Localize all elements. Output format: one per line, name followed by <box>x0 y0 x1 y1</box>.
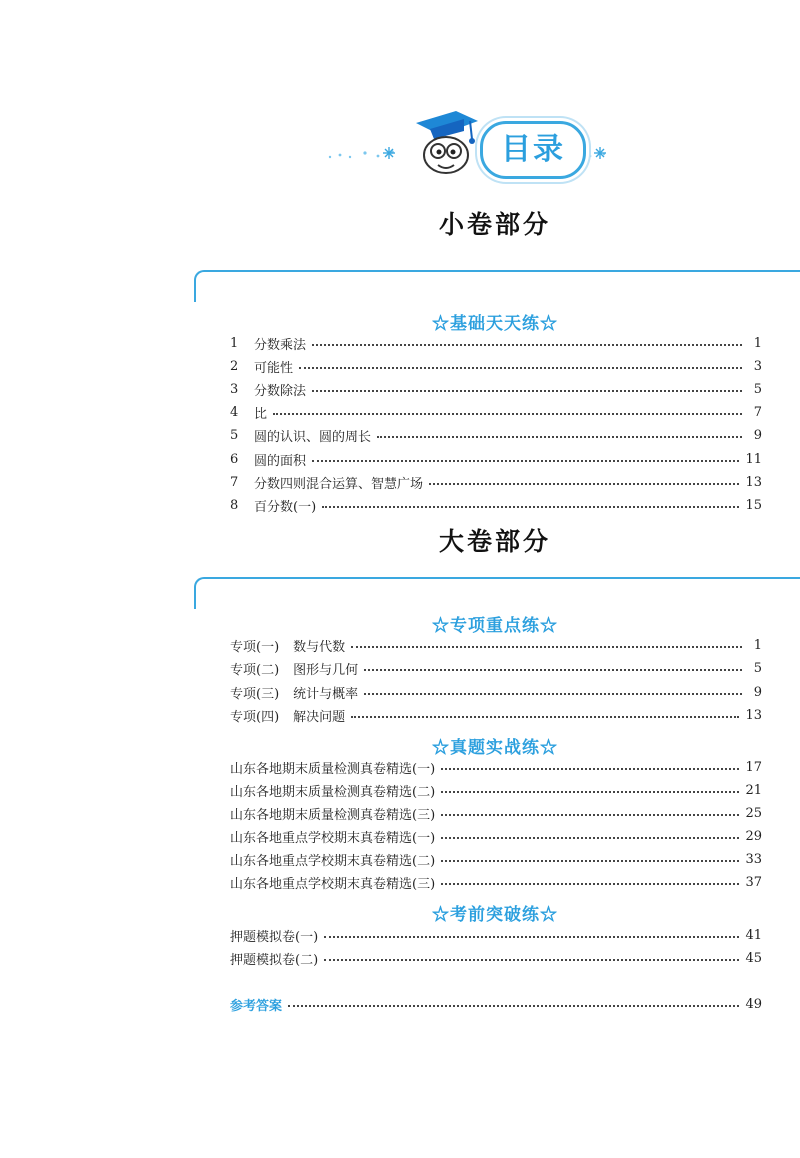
toc-entry-title: 押题模拟卷(二) <box>230 952 319 968</box>
dot-leader <box>351 646 742 648</box>
part1-frame <box>194 270 800 302</box>
toc-entry-title: 数与代数 <box>293 639 346 655</box>
toc-entry-page: 9 <box>753 427 762 443</box>
toc-entry[interactable] <box>230 757 762 777</box>
toc-entry[interactable] <box>230 682 762 702</box>
section-title-real-exam: ☆真题实战练☆ <box>432 738 558 758</box>
toc-entry-page: 29 <box>745 828 762 844</box>
toc-entry-page: 37 <box>745 874 762 890</box>
toc-entry[interactable] <box>230 425 762 445</box>
dot-leader <box>312 344 742 346</box>
dot-leader <box>288 1005 739 1007</box>
toc-entry-title: 图形与几何 <box>293 662 359 678</box>
dot-leader <box>273 413 742 415</box>
toc-badge-title: 目录 <box>501 132 565 167</box>
toc-entry-page: 11 <box>745 451 762 467</box>
toc-entry-page: 15 <box>745 497 762 513</box>
toc-entry-page: 25 <box>745 805 762 821</box>
answers-title: 参考答案 <box>230 998 283 1014</box>
dot-leader <box>312 390 742 392</box>
dot-leader <box>364 669 742 671</box>
toc-entry-title: 比 <box>254 406 268 422</box>
dot-leader <box>322 506 739 508</box>
toc-entry[interactable] <box>230 925 762 945</box>
toc-entry-prefix: 专项(四) <box>230 709 280 725</box>
dot-leader <box>312 460 739 462</box>
toc-entry[interactable] <box>230 826 762 846</box>
toc-entry[interactable] <box>230 948 762 968</box>
toc-entry-number: 7 <box>230 474 239 490</box>
toc-entry-number: 8 <box>230 497 239 513</box>
toc-entry-prefix: 专项(二) <box>230 662 280 678</box>
toc-entry-title: 山东各地重点学校期末真卷精选(二) <box>230 853 436 869</box>
toc-entry-answers[interactable] <box>230 994 762 1014</box>
dot-leader <box>441 814 739 816</box>
toc-entry-title: 山东各地期末质量检测真卷精选(三) <box>230 807 436 823</box>
toc-entry-title: 解决问题 <box>293 709 346 725</box>
toc-badge <box>480 121 586 179</box>
toc-entry-page: 9 <box>753 684 762 700</box>
toc-entry[interactable] <box>230 402 762 422</box>
toc-entry-page: 3 <box>753 358 762 374</box>
toc-entry-number: 3 <box>230 381 239 397</box>
toc-entry-page: 41 <box>745 927 762 943</box>
toc-entry-title: 山东各地期末质量检测真卷精选(一) <box>230 761 436 777</box>
toc-entry[interactable] <box>230 803 762 823</box>
toc-entry-page: 13 <box>745 474 762 490</box>
toc-entry[interactable] <box>230 705 762 725</box>
answers-page: 49 <box>745 996 762 1012</box>
toc-entry-number: 2 <box>230 358 239 374</box>
toc-entry-prefix: 专项(三) <box>230 686 280 702</box>
dot-leader <box>441 768 739 770</box>
toc-entry-title: 山东各地重点学校期末真卷精选(一) <box>230 830 436 846</box>
dot-leader <box>299 367 742 369</box>
dot-leader <box>324 959 739 961</box>
toc-entry[interactable] <box>230 472 762 492</box>
dot-leader <box>441 791 739 793</box>
toc-entry-number: 4 <box>230 404 239 420</box>
toc-entry[interactable] <box>230 495 762 515</box>
toc-entry[interactable] <box>230 449 762 469</box>
toc-header <box>0 95 800 205</box>
toc-entry-title: 押题模拟卷(一) <box>230 929 319 945</box>
dot-leader <box>364 693 742 695</box>
toc-entry[interactable] <box>230 379 762 399</box>
graduation-mascot-icon <box>408 105 484 181</box>
toc-entry-title: 圆的认识、圆的周长 <box>254 429 372 445</box>
toc-entry-page: 7 <box>753 404 762 420</box>
toc-entry[interactable] <box>230 780 762 800</box>
toc-entry-title: 分数除法 <box>254 383 307 399</box>
toc-entry-title: 可能性 <box>254 360 294 376</box>
section-title-basic: ☆基础天天练☆ <box>432 314 558 334</box>
toc-entry[interactable] <box>230 333 762 353</box>
toc-entry-page: 17 <box>745 759 762 775</box>
toc-entry[interactable] <box>230 872 762 892</box>
part2-title: 大卷部分 <box>438 527 551 556</box>
toc-entry-title: 山东各地期末质量检测真卷精选(二) <box>230 784 436 800</box>
toc-entry-page: 1 <box>753 637 762 653</box>
toc-entry-title: 分数四则混合运算、智慧广场 <box>254 476 424 492</box>
toc-entry-number: 5 <box>230 427 239 443</box>
dot-leader <box>324 936 739 938</box>
toc-entry-page: 21 <box>745 782 762 798</box>
dot-leader <box>377 436 742 438</box>
toc-entry-title: 圆的面积 <box>254 453 307 469</box>
dot-leader <box>441 883 739 885</box>
toc-entry-number: 1 <box>230 335 239 351</box>
dot-leader <box>429 483 739 485</box>
section-title-special: ☆专项重点练☆ <box>432 616 558 636</box>
dot-leader <box>441 860 739 862</box>
toc-entry[interactable] <box>230 849 762 869</box>
toc-entry-number: 6 <box>230 451 239 467</box>
toc-entry-page: 5 <box>753 381 762 397</box>
toc-entry-title: 统计与概率 <box>293 686 359 702</box>
snowflake-icon <box>594 147 606 159</box>
toc-entry-title: 分数乘法 <box>254 337 307 353</box>
toc-entry[interactable] <box>230 356 762 376</box>
toc-entry-page: 45 <box>745 950 762 966</box>
dot-leader <box>441 837 739 839</box>
dot-leader <box>351 716 739 718</box>
part1-title: 小卷部分 <box>438 210 551 239</box>
toc-entry-prefix: 专项(一) <box>230 639 280 655</box>
toc-entry-page: 13 <box>745 707 762 723</box>
toc-entry[interactable] <box>230 635 762 655</box>
toc-entry-title: 山东各地重点学校期末真卷精选(三) <box>230 876 436 892</box>
section-title-breakthrough: ☆考前突破练☆ <box>432 905 558 925</box>
part2-frame <box>194 577 800 609</box>
toc-entry[interactable] <box>230 658 762 678</box>
toc-entry-page: 5 <box>753 660 762 676</box>
toc-entry-page: 33 <box>745 851 762 867</box>
toc-entry-page: 1 <box>753 335 762 351</box>
toc-entry-title: 百分数(一) <box>254 499 317 515</box>
snowflake-icon <box>383 147 395 159</box>
